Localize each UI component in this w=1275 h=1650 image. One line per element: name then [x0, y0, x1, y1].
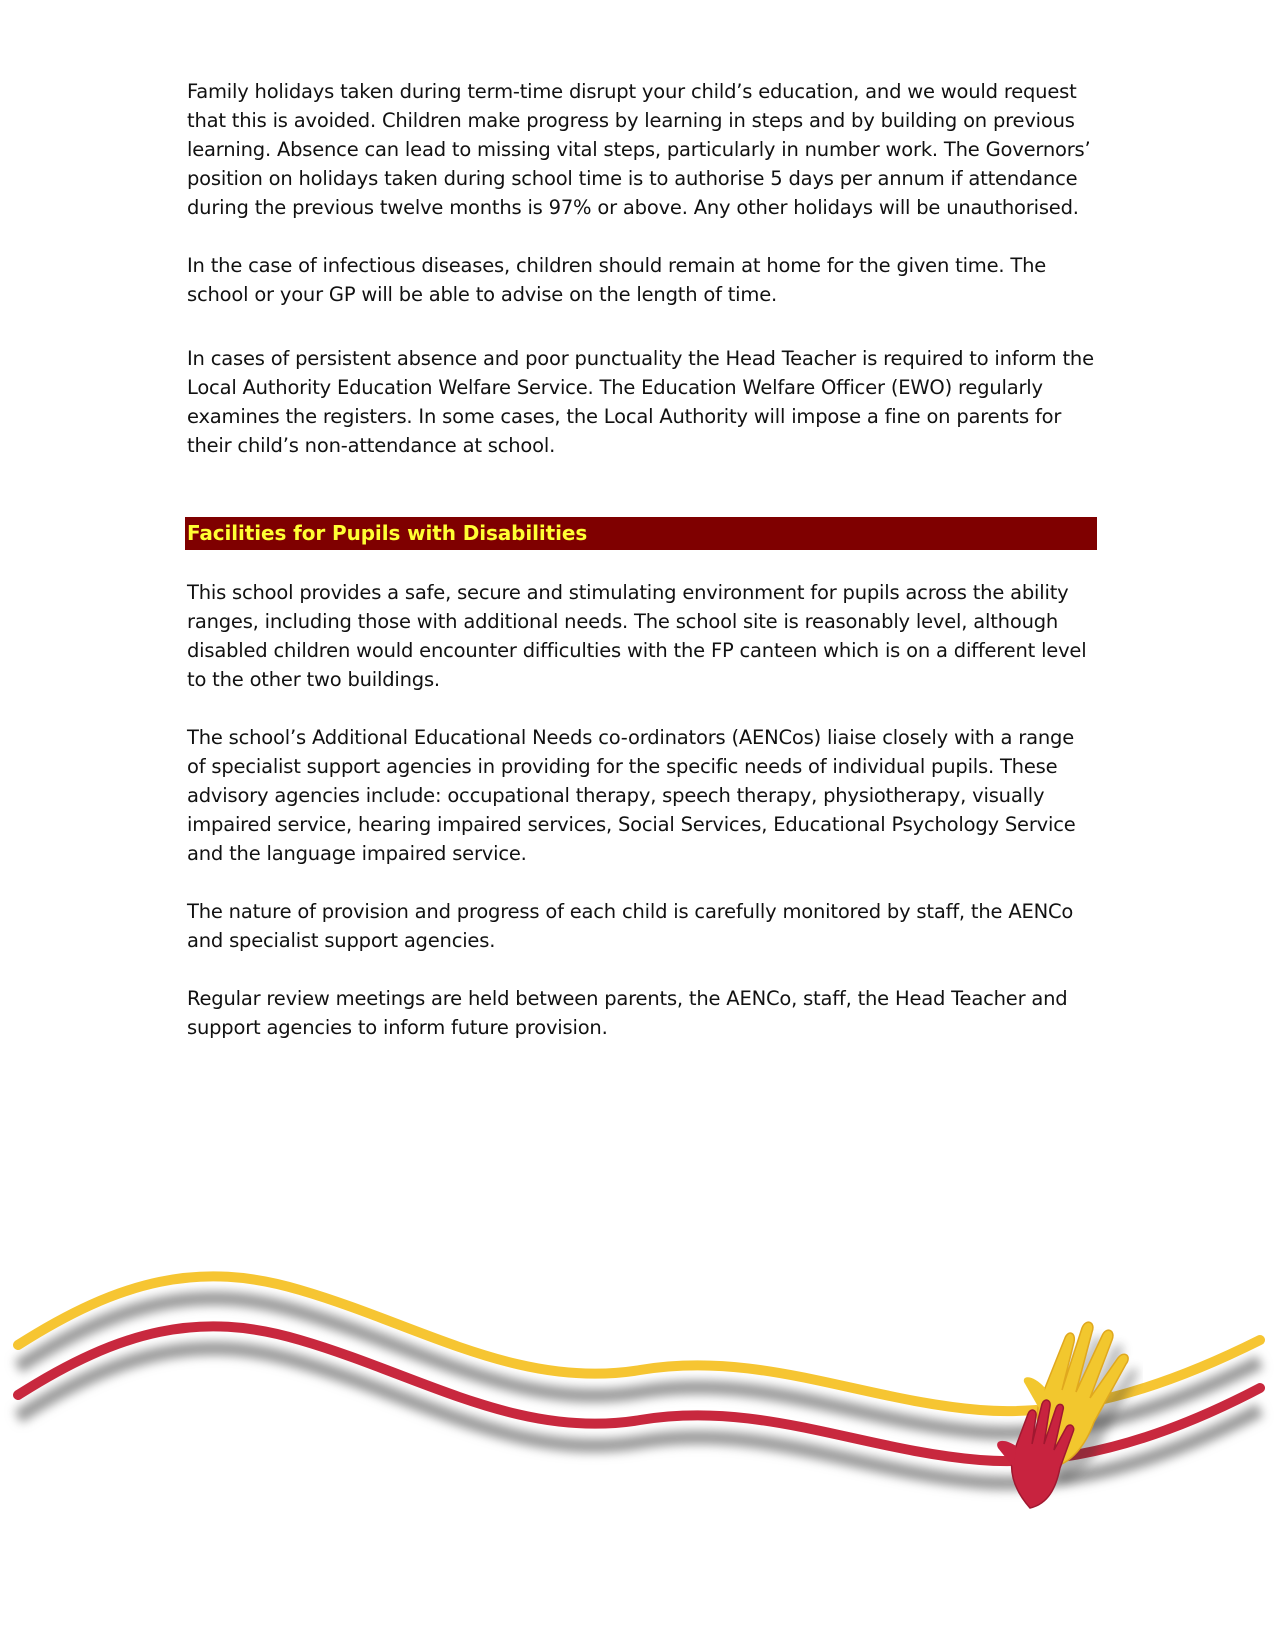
paragraph-aencos: The school’s Additional Educational Needs co-ordinators (AENCos) liaise closely with a range of specialist support agencies in providing for the specific needs of individual pupils. These advisory agencies include: occupational therapy, speech therapy, physiotherapy, visually impaired service, hearing impaired services, Social Services, Educational Psychology Service and the language impaired service. [187, 726, 1076, 865]
paragraph-monitoring: The nature of provision and progress of each child is carefully monitored by staff, the AENCo and specialist support agencies. [187, 900, 1074, 952]
paragraph-persistent-absence: In cases of persistent absence and poor punctuality the Head Teacher is required to inform the Local Authority Education Welfare Service. The Education Welfare Officer (EWO) regularly examines the registers. In some cases, the Local Authority will impose a fine on parents for their child’s non-attendance at school. [187, 347, 1094, 457]
paragraph-environment: This school provides a safe, secure and stimulating environment for pupils across the ability ranges, including those with additional needs. The school site is reasonably level, although disabled children would encounter difficulties with the FP canteen which is on a different level to the other two buildings. [187, 581, 1087, 691]
paragraph-infectious-diseases: In the case of infectious diseases, children should remain at home for the given time. The school or your GP will be able to advise on the length of time. [187, 254, 1047, 306]
document-body [187, 77, 1097, 1042]
paragraph-reviews: Regular review meetings are held between parents, the AENCo, staff, the Head Teacher and support agencies to inform future provision. [187, 987, 1068, 1039]
wave-ribbon-graphic [0, 1270, 1275, 1560]
section-heading-disabilities: Facilities for Pupils with Disabilities [185, 517, 1097, 550]
paragraph-holidays: Family holidays taken during term-time disrupt your child’s education, and we would request that this is avoided. Children make progress by learning in steps and by building on previous learning. Absence can lead to missing vital steps, particularly in number work. The Governors’ position on holidays taken during school time is to authorise 5 days per annum if attendance during the previous twelve months is 97% or above. Any other holidays will be unauthorised. [187, 80, 1091, 219]
